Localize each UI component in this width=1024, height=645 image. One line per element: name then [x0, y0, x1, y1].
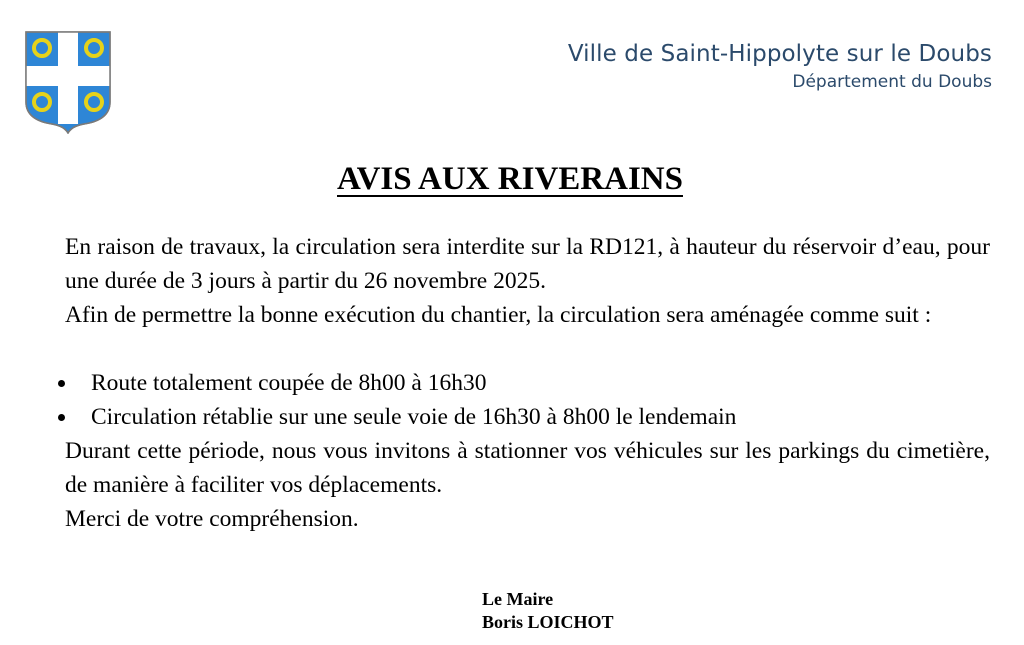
list-item-text: Circulation rétablie sur une seule voie de 16h30 à 8h00 le lendemain	[91, 404, 737, 430]
list-item	[55, 400, 995, 434]
signature-name: Boris LOICHOT	[482, 612, 614, 632]
paragraph-intro: En raison de travaux, la circulation sera interdite sur la RD121, à hauteur du réservoir d’eau, pour une durée de 3 jours à partir du 26 novembre 2025.	[65, 234, 990, 294]
bullet-icon	[58, 414, 65, 421]
paragraph-thanks: Merci de votre compréhension.	[65, 506, 359, 532]
notice-title	[0, 158, 1020, 200]
coat-of-arms-icon	[24, 30, 112, 134]
list-item-text: Route totalement coupée de 8h00 à 16h30	[91, 370, 487, 396]
paragraph-arrangement: Afin de permettre la bonne exécution du chantier, la circulation sera aménagée comme suit :	[65, 302, 932, 328]
notice-title-text: AVIS AUX RIVERAINS	[337, 161, 683, 197]
bullet-icon	[58, 380, 65, 387]
paragraph-parking: Durant cette période, nous vous invitons à stationner vos véhicules sur les parkings du cimetière, de manière à faciliter vos déplacements.	[65, 438, 990, 498]
list-item	[55, 366, 995, 400]
signature-block	[482, 588, 614, 634]
department-name: Département du Doubs	[792, 72, 992, 92]
city-name: Ville de Saint-Hippolyte sur le Doubs	[567, 41, 992, 67]
signature-role: Le Maire	[482, 589, 554, 609]
letterhead	[568, 38, 992, 94]
traffic-measures-list	[55, 366, 995, 434]
